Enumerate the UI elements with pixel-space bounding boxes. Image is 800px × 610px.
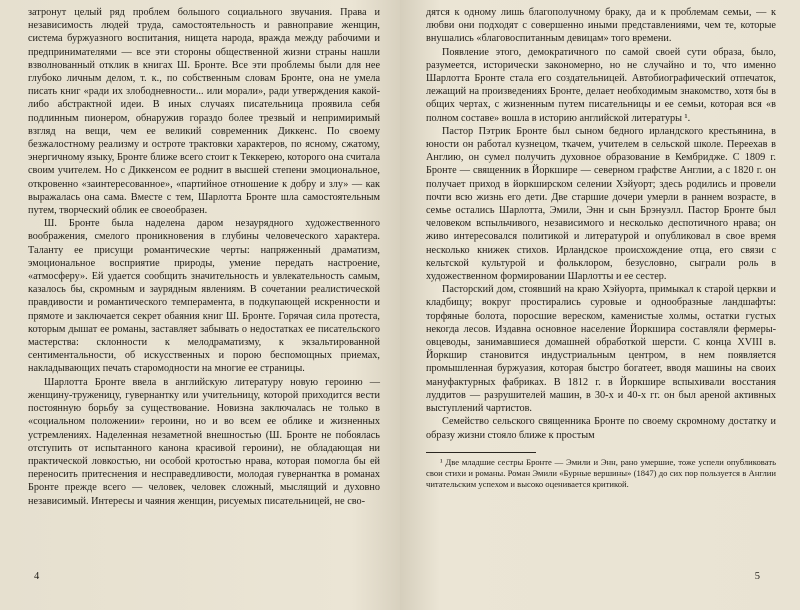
- right-page: [400, 0, 800, 610]
- paragraph: Шарлотта Бронте ввела в английскую литературу новую героиню — женщину-труженицу, гувернантку или учительницу, которой приходится вести постоянную борьбу за существование. Новизна заключалась не только в «социальном положении» героини, но и во всем ее облике и жизненных устремлениях. Наделенная незаметной внешностью (Ш. Бронте не побоялась отступить от испытанного канона красивой героини), не обладающая ни практической ловкостью, ни особой кротостью нрава, которая помогла бы ей переносить притеснения и несправедливости, молодая гувернантка в романах Бронте прежде всего — человек, человек сложный, мыслящий и духовно независимый. Интересы и чаяния женщин, рисуемых писательницей, не сво-: [28, 376, 380, 507]
- paragraph: Появление этого, демократичного по самой своей сути образа, было, разумеется, исторически закономерно, но не случайно и то, что именно Шарлотта Бронте стала его создательницей. Автобиографический отпечаток, лежащий на произведениях Бронте, делает необходимым знакомство, хотя бы в общих чертах, с жизненным путем писательницы и ее семьи, которая вся «в полном составе» вошла в историю английской литературы ¹.: [426, 46, 776, 124]
- paragraph: Семейство сельского священника Бронте по своему скромному достатку и образу жизни стояло ближе к простым: [426, 416, 776, 441]
- footnote-divider: [426, 452, 536, 453]
- paragraph: затронут целый ряд проблем большого социального звучания. Права и независимость людей труда, самостоятельность и равноправие женщин, система буржуазного воспитания, нищета народа, вражда между рабочими и предпринимателями — все эти стороны общественной жизни страны нашли взволнованный отклик в книгах Ш. Бронте. Все эти проблемы были для нее глубоко личным делом, т. к., по собственным словам Бронте, она не умела писать книг «ради их злободневности... или морали», ради утверждения какой-либо абстрактной идеи. В иных случаях писательница проявила себя подлинным пионером, обнаружив гораздо более трезвый и непримиримый взгляд на вещи, чем ее великий современник Диккенс. По своему безжалостному реализму и остроте трактовки характеров, по ясному, сжатому, энергичному языку, Бронте ближе всего стоит к Теккерею, которого она считала своим учителем. Но с Диккенсом ее роднит в высшей степени эмоциональное, откровенно «заинтересованное», «партийное отношение к добру и злу» — как выражалась она сама. Вместе с тем, Шарлотта Бронте шла самостоятельным путем, творческий облик ее своеобразен.: [28, 7, 380, 217]
- left-page-text: [28, 6, 380, 508]
- footnote: ¹ Две младшие сестры Бронте — Эмили и Энн, рано умершие, тоже успели опубликовать свои стихи и романы. Роман Эмили «Бурные вершины» (1847) до сих пор пользуется в Англии читательским успехом и высоко оценивается критикой.: [426, 456, 776, 489]
- paragraph: Пасторский дом, стоявший на краю Хэйуорта, примыкал к старой церкви и кладбищу; вокруг простирались суровые и однообразные ландшафты: торфяные болота, поросшие вереском, каменистые холмы, остатки густых некогда лесов. Издавна основное население Йоркшира составляли фермеры-овцеводы, занимавшиеся домашней обработкой шерсти. С конца XVIII в. Йоркшир становится индустриальным центром, в нем появляется промышленная буржуазия, которая быстро богатеет, вводя машины на своих мануфактурных фабриках. В 1812 г. в Йоркшире вспыхивали восстания луддитов — разрушителей машин, в 30-х и 40-х гг. он был ареной активных выступлений чартистов.: [426, 284, 776, 415]
- paragraph: Пастор Пэтрик Бронте был сыном бедного ирландского крестьянина, в юности он работал кузнецом, ткачем, учителем в сельской школе. Переехав в Англию, он сумел получить духовное образование в Кембридже. С 1809 г. Бронте — священник в Йоркшире — северном графстве Англии, а с 1820 г. он получает приход в йоркширском селении Хэйуорт; здесь родились и провели почти всю жизнь его дети. Две старшие дочери умерли в раннем возрасте, в семье остались Шарлотта, Эмили, Энн и сын Брэнуэлл. Пастор Бронте был человеком вспыльчивого, независимого и несколько деспотичного нрава; он живо интересовался политикой и литературой и опубликовал в свое время несколько книжек стихов. Ирландское происхождение отца, его связи с кельтской культурой и фольклором, безусловно, сыграли роль в художественном формировании Шарлотты и ее сестер.: [426, 125, 776, 283]
- page-number: 4: [34, 571, 40, 582]
- paragraph: дятся к одному лишь благополучному браку, да и к проблемам семьи, — к любви они подходят с совершенно иными представлениями, чем те, которые внушались «благовоспитанным девицам» того времени.: [426, 7, 776, 45]
- right-page-text: [426, 6, 776, 442]
- paragraph: Ш. Бронте была наделена даром незаурядного художественного воображения, смелого проникновения в глубины человеческого характера. Таланту ее присущи романтические черты: напряженный драматизм, эмоциональное восприятие природы, умение передать настроение, «атмосферу». Ей удается сообщить значительность и увлекательность самым, казалось бы, скромным и заурядным явлениям. В сочетании реалистической правдивости и романтического темперамента, в подкупающей искренности и прямоте и заключается секрет обаяния книг Ш. Бронте. Горячая сила протеста, которым дышат ее романы, заставляет забывать о недостатках ее писательского мастерства: склонности к мелодраматизму, к экзальтированной сентиментальности, об искусственных и порою беспомощных приемах, накладывающих печать старомодности на многие ее страницы.: [28, 218, 380, 375]
- page-number: 5: [754, 571, 760, 582]
